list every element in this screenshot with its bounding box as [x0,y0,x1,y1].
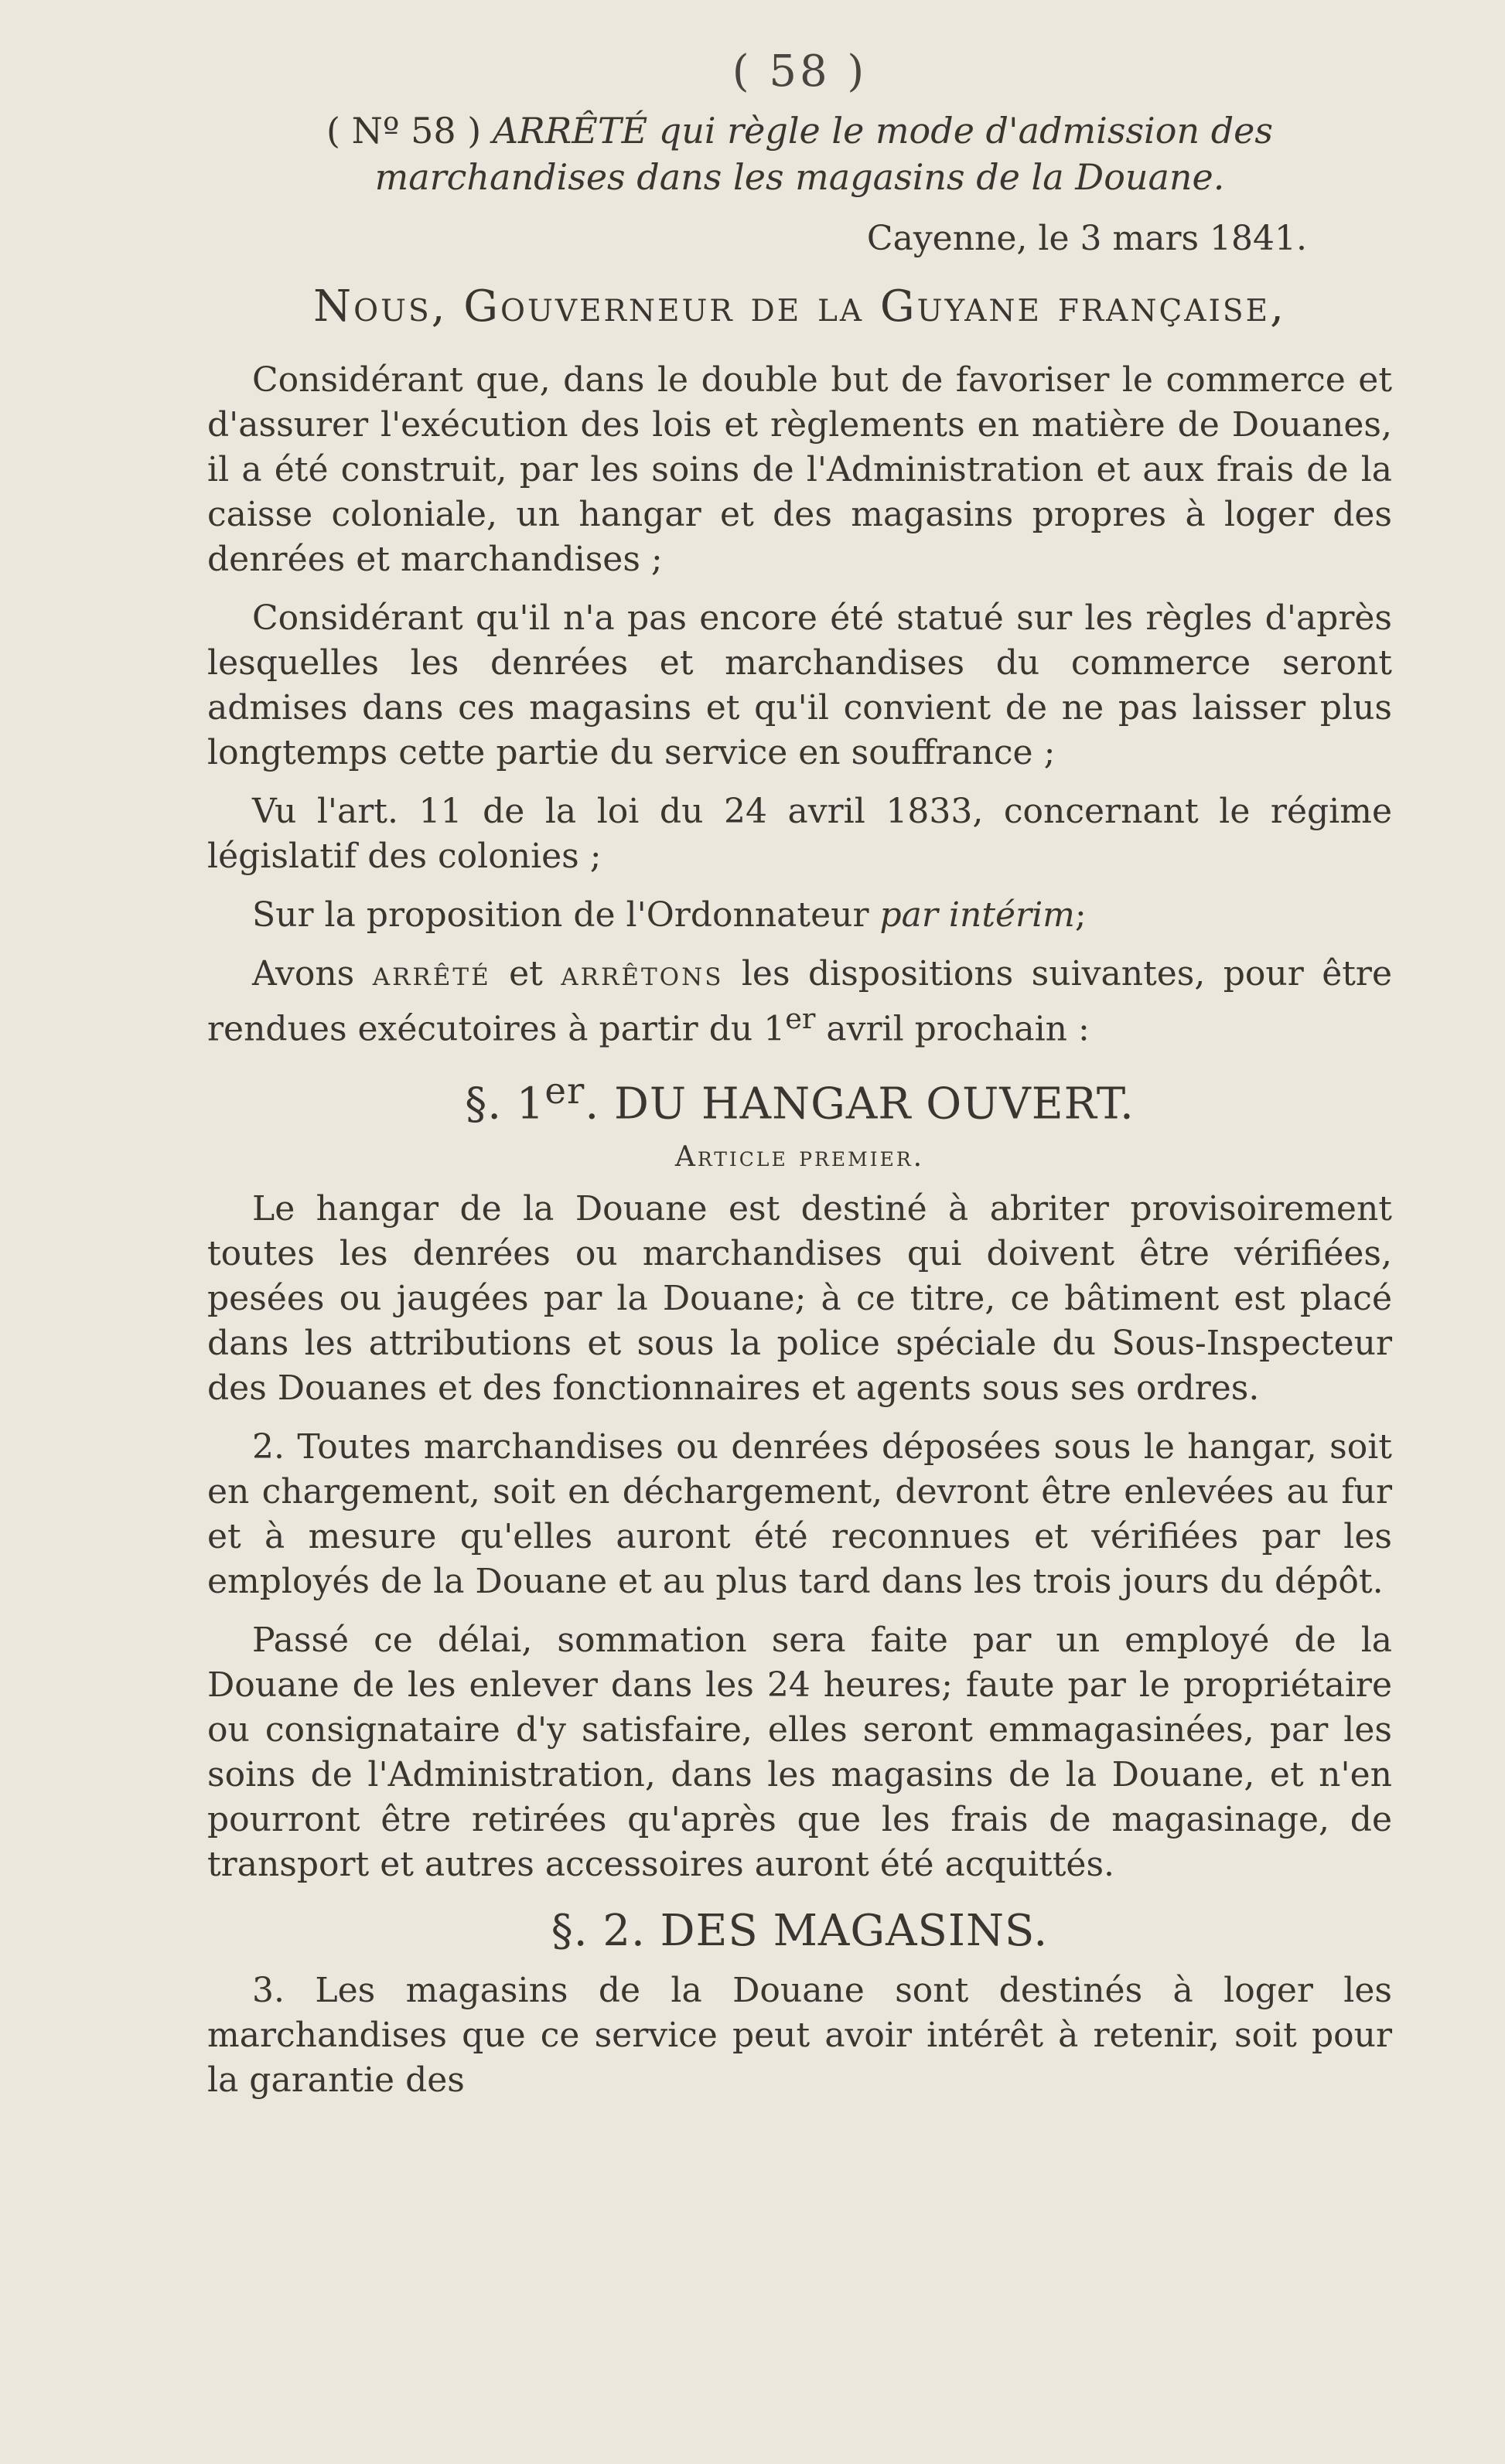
avons-date-sup: er [785,1002,816,1035]
section-1-heading [207,1071,1392,1130]
proposition-italic: par intérim [879,895,1075,935]
avons-date-rest: avril prochain : [826,1009,1090,1049]
arrete-title: ARRÊTÉ qui règle le mode d'admission des marchandises dans les magasins de la Douane. [374,110,1273,198]
article-premier-heading: Article premier. [674,1141,925,1174]
considerant-paragraph-2: Considérant qu'il n'a pas encore été statué sur les règles d'après lesquelles les denrées et marchandises du commerce seront admises dans ces magasins et qu'il convient de ne pas laisser plus longtemps cette partie du service en souffrance ; [207,598,1392,772]
avons-arrete: arrêté [372,954,491,993]
arrete-heading [207,107,1392,200]
article-3: 3. Les magasins de la Douane sont destinés à loger les marchandises que ce service peut avoir intérêt à retenir, soit pour la garantie des [207,1971,1392,2101]
vu-paragraph: Vu l'art. 11 de la loi du 24 avril 1833, concernant le régime législatif des colonies ; [207,792,1392,876]
proposition-text: Sur la proposition de l'Ordonnateur [252,895,869,935]
avons-and: et [509,954,543,993]
section-1-title: . DU HANGAR OUVERT. [585,1079,1135,1130]
arrete-number: ( Nº 58 ) [326,110,482,152]
governor-line: Nous, Gouverneur de la Guyane française, [313,281,1286,332]
avons-paragraph [207,952,1392,1052]
article-2-continued: Passé ce délai, sommation sera faite par un employé de la Douane de les enlever dans les 24 heures; faute par le propriétaire ou consignataire d'y satisfaire, elles seront emmagasinées, par les soins de l'Administration, dans les magasins de la Douane, et n'en pourront être retirées qu'après que les frais de magasinage, de transport et autres accessoires auront été acquittés. [207,1621,1392,1885]
page-text [207,46,1392,2117]
considerant-paragraph-1: Considérant que, dans le double but de favoriser le commerce et d'assurer l'exécution des lois et règlements en matière de Douanes, il a été construit, par les soins de l'Administration et aux frais de la caisse coloniale, un hangar et des magasins propres à loger des denrées et marchandises ; [207,360,1392,579]
avons-rest: les dispositions suivantes, pour être rendues exécutoires à partir du [207,954,1392,1049]
section-1-sup: er [544,1070,585,1113]
proposition-suffix: ; [1074,895,1087,935]
proposition-paragraph [207,893,1392,938]
avons-prefix: Avons [252,954,355,993]
section-2-heading: §. 2. DES MAGASINS. [551,1906,1049,1957]
avons-date-num: 1 [763,1009,786,1049]
article-1: Le hangar de la Douane est destiné à abriter provisoirement toutes les denrées ou marchandises qui doivent être vérifiées, pesées ou jaugées par la Douane; à ce titre, ce bâtiment est placé dans les attributions et sous la police spéciale du Sous-Inspecteur des Douanes et des fonctionnaires et agents sous ses ordres. [207,1189,1392,1409]
avons-arretons: arrêtons [561,954,724,993]
article-2: 2. Toutes marchandises ou denrées déposées sous le hangar, soit en chargement, soit en déchargement, devront être enlevées au fur et à mesure qu'elles auront été reconnues et vérifiées par les employés de la Douane et au plus tard dans les trois jours du dépôt. [207,1427,1392,1602]
section-1-prefix: §. 1 [465,1079,545,1130]
page-number: ( 58 ) [732,46,868,97]
place-date: Cayenne, le 3 mars 1841. [866,219,1307,258]
